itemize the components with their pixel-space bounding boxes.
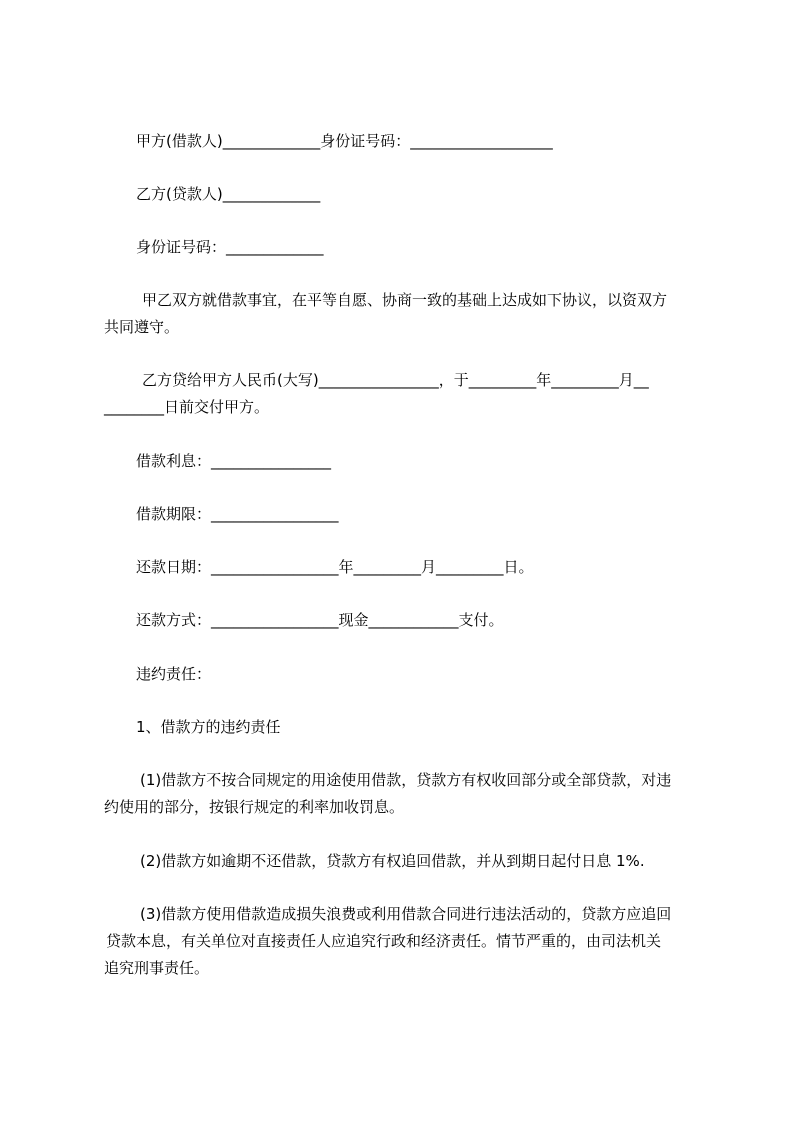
loan-amount-line-1: 乙方贷给甲方人民币(大写)________________，于_________年_________月__ [142,371,649,389]
clause-1-line-1: (1)借款方不按合同规定的用途使用借款，贷款方有权收回部分或全部贷款，对违 [140,771,672,789]
term-line: 借款期限：_________________ [136,505,339,523]
interest-line: 借款利息：________________ [136,452,332,470]
party-b-line: 乙方(贷款人)_____________ [136,185,321,203]
breach-heading: 违约责任： [136,665,212,683]
repay-method-line: 还款方式：_________________现金____________支付。 [136,611,504,629]
party-a-line: 甲方(借款人)_____________身份证号码：___________________ [136,132,553,150]
agreement-line-2: 共同遵守。 [104,318,180,336]
clause-2-line-1: (2)借款方如逾期不还借款，贷款方有权追回借款，并从到期日起付日息 1%. [140,852,645,870]
clause-3-line-3: 追究刑事责任。 [104,959,210,977]
clause-3-line-1: (3)借款方使用借款造成损失浪费或利用借款合同进行违法活动的，贷款方应追回 [140,905,672,923]
id-number-line: 身份证号码：_____________ [136,238,324,256]
agreement-line-1: 甲乙双方就借款事宜，在平等自愿、协商一致的基础上达成如下协议，以资双方 [142,291,668,309]
repay-date-line: 还款日期：_________________年_________月_________日。 [136,558,534,576]
clause-1-line-2: 约使用的部分，按银行规定的利率加收罚息。 [104,798,405,816]
clause-3-line-2: 贷款本息，有关单位对直接责任人应追究行政和经济责任。情节严重的，由司法机关 [106,932,662,950]
loan-amount-line-2: ________日前交付甲方。 [104,398,270,416]
borrower-breach-heading: 1、借款方的违约责任 [136,718,281,736]
